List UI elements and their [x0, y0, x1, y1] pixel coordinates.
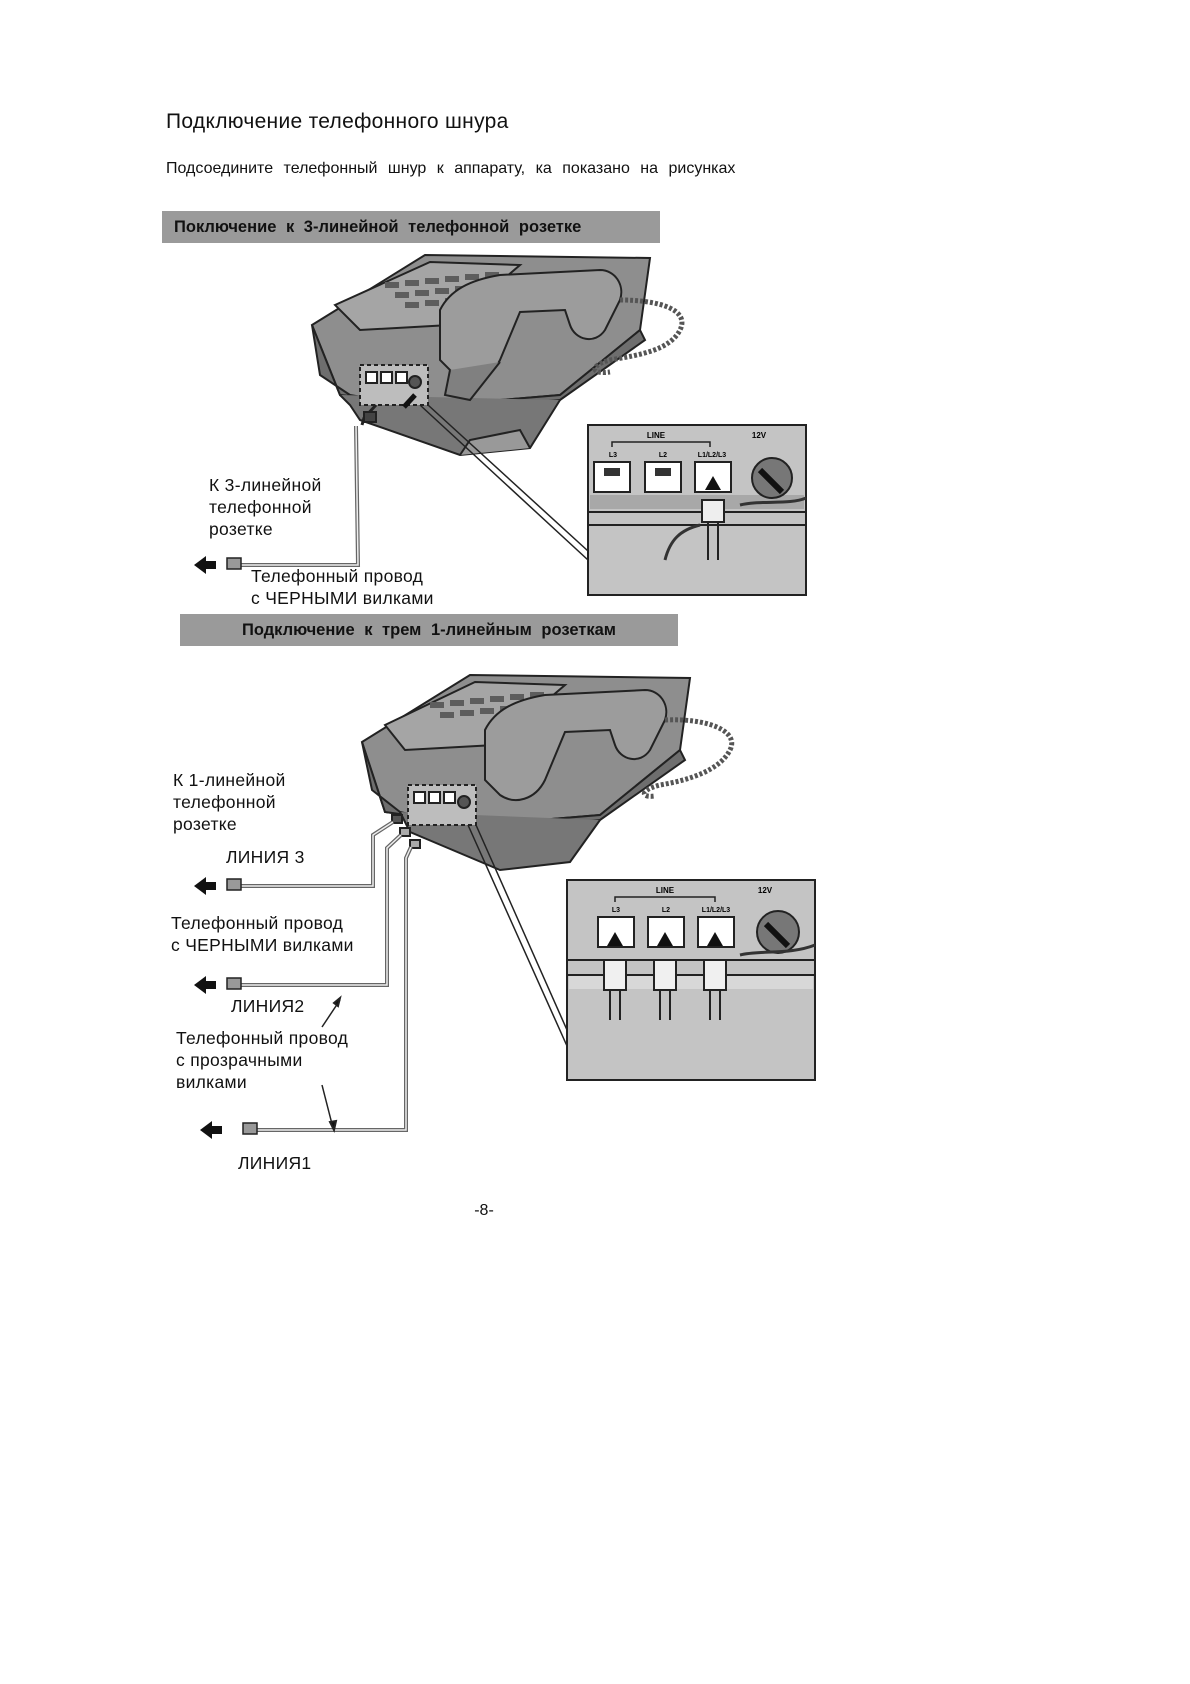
svg-text:L3: L3: [611, 907, 621, 914]
svg-text:L1/L2/L3: L1/L2/L3: [701, 907, 731, 914]
page-title: Подключение телефонного шнура: [166, 110, 509, 133]
line3-arrow-icon: [194, 877, 241, 895]
section2-banner: Подключение к трем 1-линейным розеткам: [180, 614, 678, 646]
section1-banner: Поключение к 3-линейной телефонной розетке: [162, 211, 660, 243]
page-number: -8-: [474, 1202, 494, 1219]
s2-inset-power-text: 12V: [757, 886, 773, 895]
svg-text:L3: L3: [608, 452, 618, 459]
svg-text:L2: L2: [658, 452, 668, 459]
s1-inset-line-text: LINE: [646, 431, 666, 440]
line2-label: ЛИНИЯ2: [231, 996, 305, 1016]
line2-arrow-icon: [194, 976, 241, 994]
s1-to-socket-label: К 3-линейной телефонной розетке: [209, 475, 322, 539]
s1-jack-inset: [588, 425, 806, 595]
s2-to-socket-label: К 1-линейной телефонной розетке: [173, 770, 286, 834]
line1-arrow-icon: [200, 1121, 257, 1139]
line3-label: ЛИНИЯ 3: [226, 847, 305, 867]
line1-label: ЛИНИЯ1: [238, 1153, 312, 1173]
s1-inset-power-text: 12V: [751, 431, 767, 440]
s2-jack-inset: [567, 880, 815, 1080]
s2-clear-cord-label: Телефонный провод с прозрачными вилками: [176, 1028, 349, 1092]
svg-text:L2: L2: [661, 907, 671, 914]
s1-to-socket-arrow-icon: [194, 556, 241, 574]
s2-inset-line-text: LINE: [655, 886, 675, 895]
s1-cord-label: Телефонный провод с ЧЕРНЫМИ вилками: [251, 566, 434, 608]
intro-text: Подсоедините телефонный шнур к аппарату, ка показано на рисунках: [166, 160, 736, 177]
s2-black-cord-label: Телефонный провод с ЧЕРНЫМИ вилками: [171, 913, 354, 955]
svg-text:L1/L2/L3: L1/L2/L3: [697, 452, 727, 459]
